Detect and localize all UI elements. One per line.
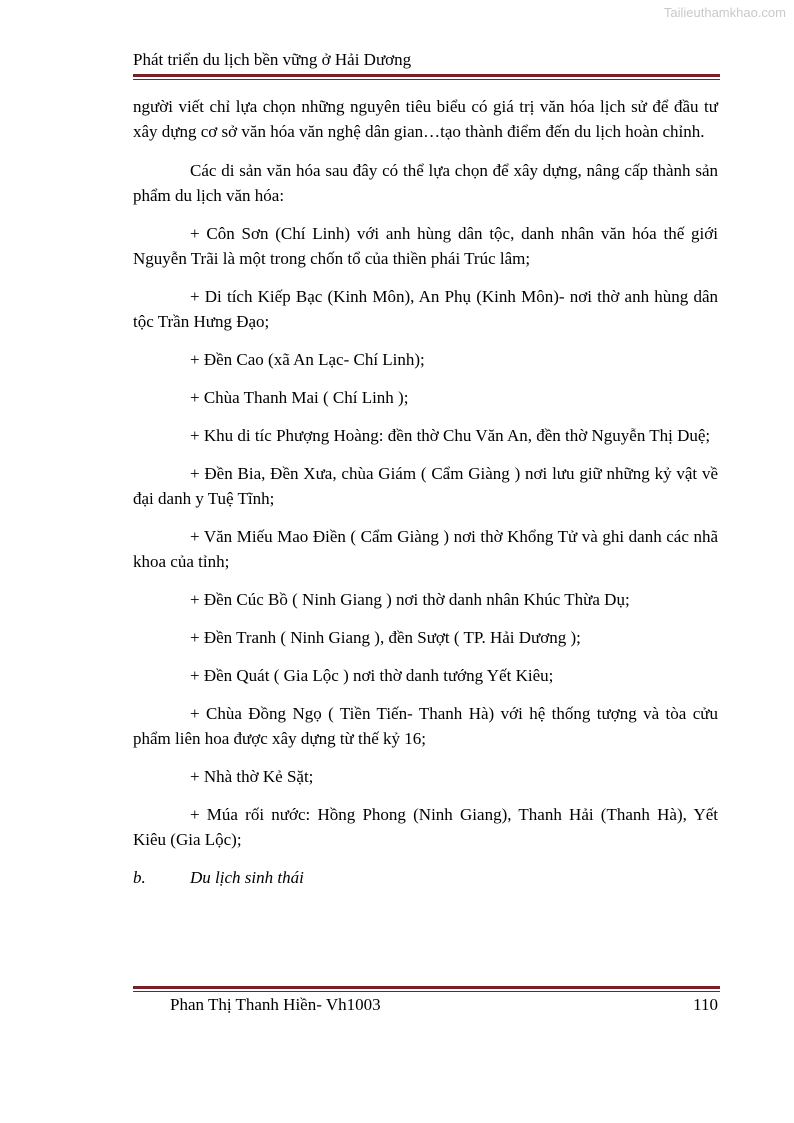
- list-item: + Nhà thờ Kẻ Sặt;: [190, 767, 314, 786]
- section-heading: [133, 865, 718, 890]
- list-item: + Đền Tranh ( Ninh Giang ), đền Sượt ( TP. Hải Dương );: [190, 628, 581, 647]
- page-number: 110: [693, 995, 718, 1014]
- footer-author: Phan Thị Thanh Hiền- Vh1003: [170, 995, 381, 1014]
- list-item: + Chùa Đồng Ngọ ( Tiền Tiến- Thanh Hà) với hệ thống tượng và tòa cửu phẩm liên hoa được xây dựng từ thế kỷ 16;: [133, 704, 718, 748]
- list-item: + Chùa Thanh Mai ( Chí Linh );: [190, 388, 409, 407]
- list-item: + Di tích Kiếp Bạc (Kinh Môn), An Phụ (Kinh Môn)- nơi thờ anh hùng dân tộc Trần Hưng Đạo;: [133, 287, 718, 331]
- list-item: + Khu di tíc Phượng Hoàng: đền thờ Chu Văn An, đền thờ Nguyễn Thị Duệ;: [190, 426, 711, 445]
- page-footer: [170, 995, 718, 1015]
- page-body: [133, 94, 718, 890]
- running-header-title: Phát triển du lịch bền vững ở Hải Dương: [133, 50, 412, 69]
- list-item: + Đền Cúc Bồ ( Ninh Giang ) nơi thờ danh nhân Khúc Thừa Dụ;: [190, 590, 630, 609]
- list-item: + Đền Bia, Đền Xưa, chùa Giám ( Cẩm Giàng ) nơi lưu giữ những kỷ vật về đại danh y Tuệ Tĩnh;: [133, 464, 718, 508]
- list-item: + Đền Quát ( Gia Lộc ) nơi thờ danh tướng Yết Kiêu;: [190, 666, 554, 685]
- paragraph: Các di sản văn hóa sau đây có thể lựa chọn để xây dựng, nâng cấp thành sản phẩm du lịch văn hóa:: [133, 161, 718, 205]
- list-item: + Văn Miếu Mao Điền ( Cẩm Giàng ) nơi thờ Khổng Tử và ghi danh các nhã khoa của tỉnh;: [133, 527, 718, 571]
- section-title: Du lịch sinh thái: [190, 868, 304, 887]
- list-item: + Múa rối nước: Hồng Phong (Ninh Giang), Thanh Hải (Thanh Hà), Yết Kiêu (Gia Lộc);: [133, 805, 718, 849]
- section-number: b.: [133, 868, 146, 887]
- footer-divider: [133, 986, 720, 992]
- header-divider: [133, 74, 720, 80]
- list-item: + Côn Sơn (Chí Linh) với anh hùng dân tộc, danh nhân văn hóa thế giới Nguyễn Trãi là một trong chốn tổ của thiền phái Trúc lâm;: [133, 224, 718, 268]
- paragraph: người viết chỉ lựa chọn những nguyên tiêu biểu có giá trị văn hóa lịch sử để đầu tư xây dựng cơ sở văn hóa văn nghệ dân gian…tạo thành điểm đến du lịch hoàn chỉnh.: [133, 97, 718, 141]
- watermark: Tailieuthamkhao.com: [663, 5, 786, 20]
- list-item: + Đền Cao (xã An Lạc- Chí Linh);: [190, 350, 425, 369]
